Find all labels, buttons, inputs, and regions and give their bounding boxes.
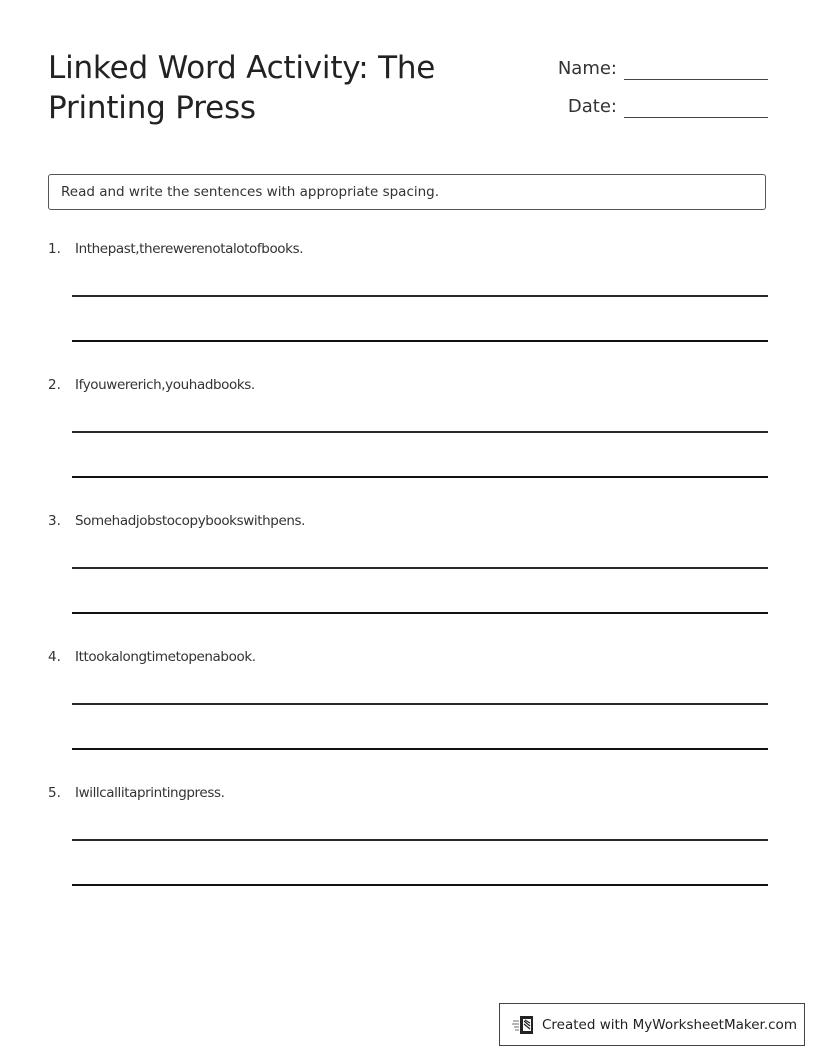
answer-line	[72, 295, 768, 297]
question-text: Somehadjobstocopybookswithpens.	[75, 513, 306, 529]
question-item	[48, 240, 768, 258]
answer-line	[72, 839, 768, 841]
question-text: Inthepast,therewerenotalotofbooks.	[75, 241, 304, 257]
instructions-box	[48, 174, 766, 210]
date-blank-line	[624, 117, 768, 118]
date-field	[540, 86, 768, 118]
question-text: Ifyouwererich,youhadbooks.	[75, 377, 255, 393]
answer-line	[72, 612, 768, 614]
answer-line	[72, 884, 768, 886]
name-label: Name:	[557, 58, 617, 79]
answer-line	[72, 431, 768, 433]
question-item	[48, 784, 768, 802]
name-field	[540, 48, 768, 80]
answer-line	[72, 703, 768, 705]
name-blank-line	[624, 79, 768, 80]
question-text: Iwillcallitaprintingpress.	[75, 785, 225, 801]
answer-line	[72, 567, 768, 569]
question-number: 1.	[48, 241, 61, 257]
answer-line	[72, 340, 768, 342]
answer-line	[72, 748, 768, 750]
question-number: 4.	[48, 649, 61, 665]
date-label: Date:	[567, 96, 617, 117]
created-with-badge[interactable]	[499, 1003, 805, 1046]
question-item	[48, 376, 768, 394]
page-title: Linked Word Activity: The Printing Press	[48, 50, 436, 126]
created-with-text[interactable]: Created with MyWorksheetMaker.com	[542, 1016, 797, 1033]
question-item	[48, 648, 768, 666]
question-number: 5.	[48, 785, 61, 801]
worksheet-maker-logo-icon	[512, 1014, 536, 1036]
student-info-fields	[540, 48, 768, 124]
question-item	[48, 512, 768, 530]
instructions-text: Read and write the sentences with appropriate spacing.	[61, 184, 440, 200]
question-text: Ittookalongtimetopenabook.	[75, 649, 256, 665]
answer-line	[72, 476, 768, 478]
question-number: 3.	[48, 513, 61, 529]
question-number: 2.	[48, 377, 61, 393]
